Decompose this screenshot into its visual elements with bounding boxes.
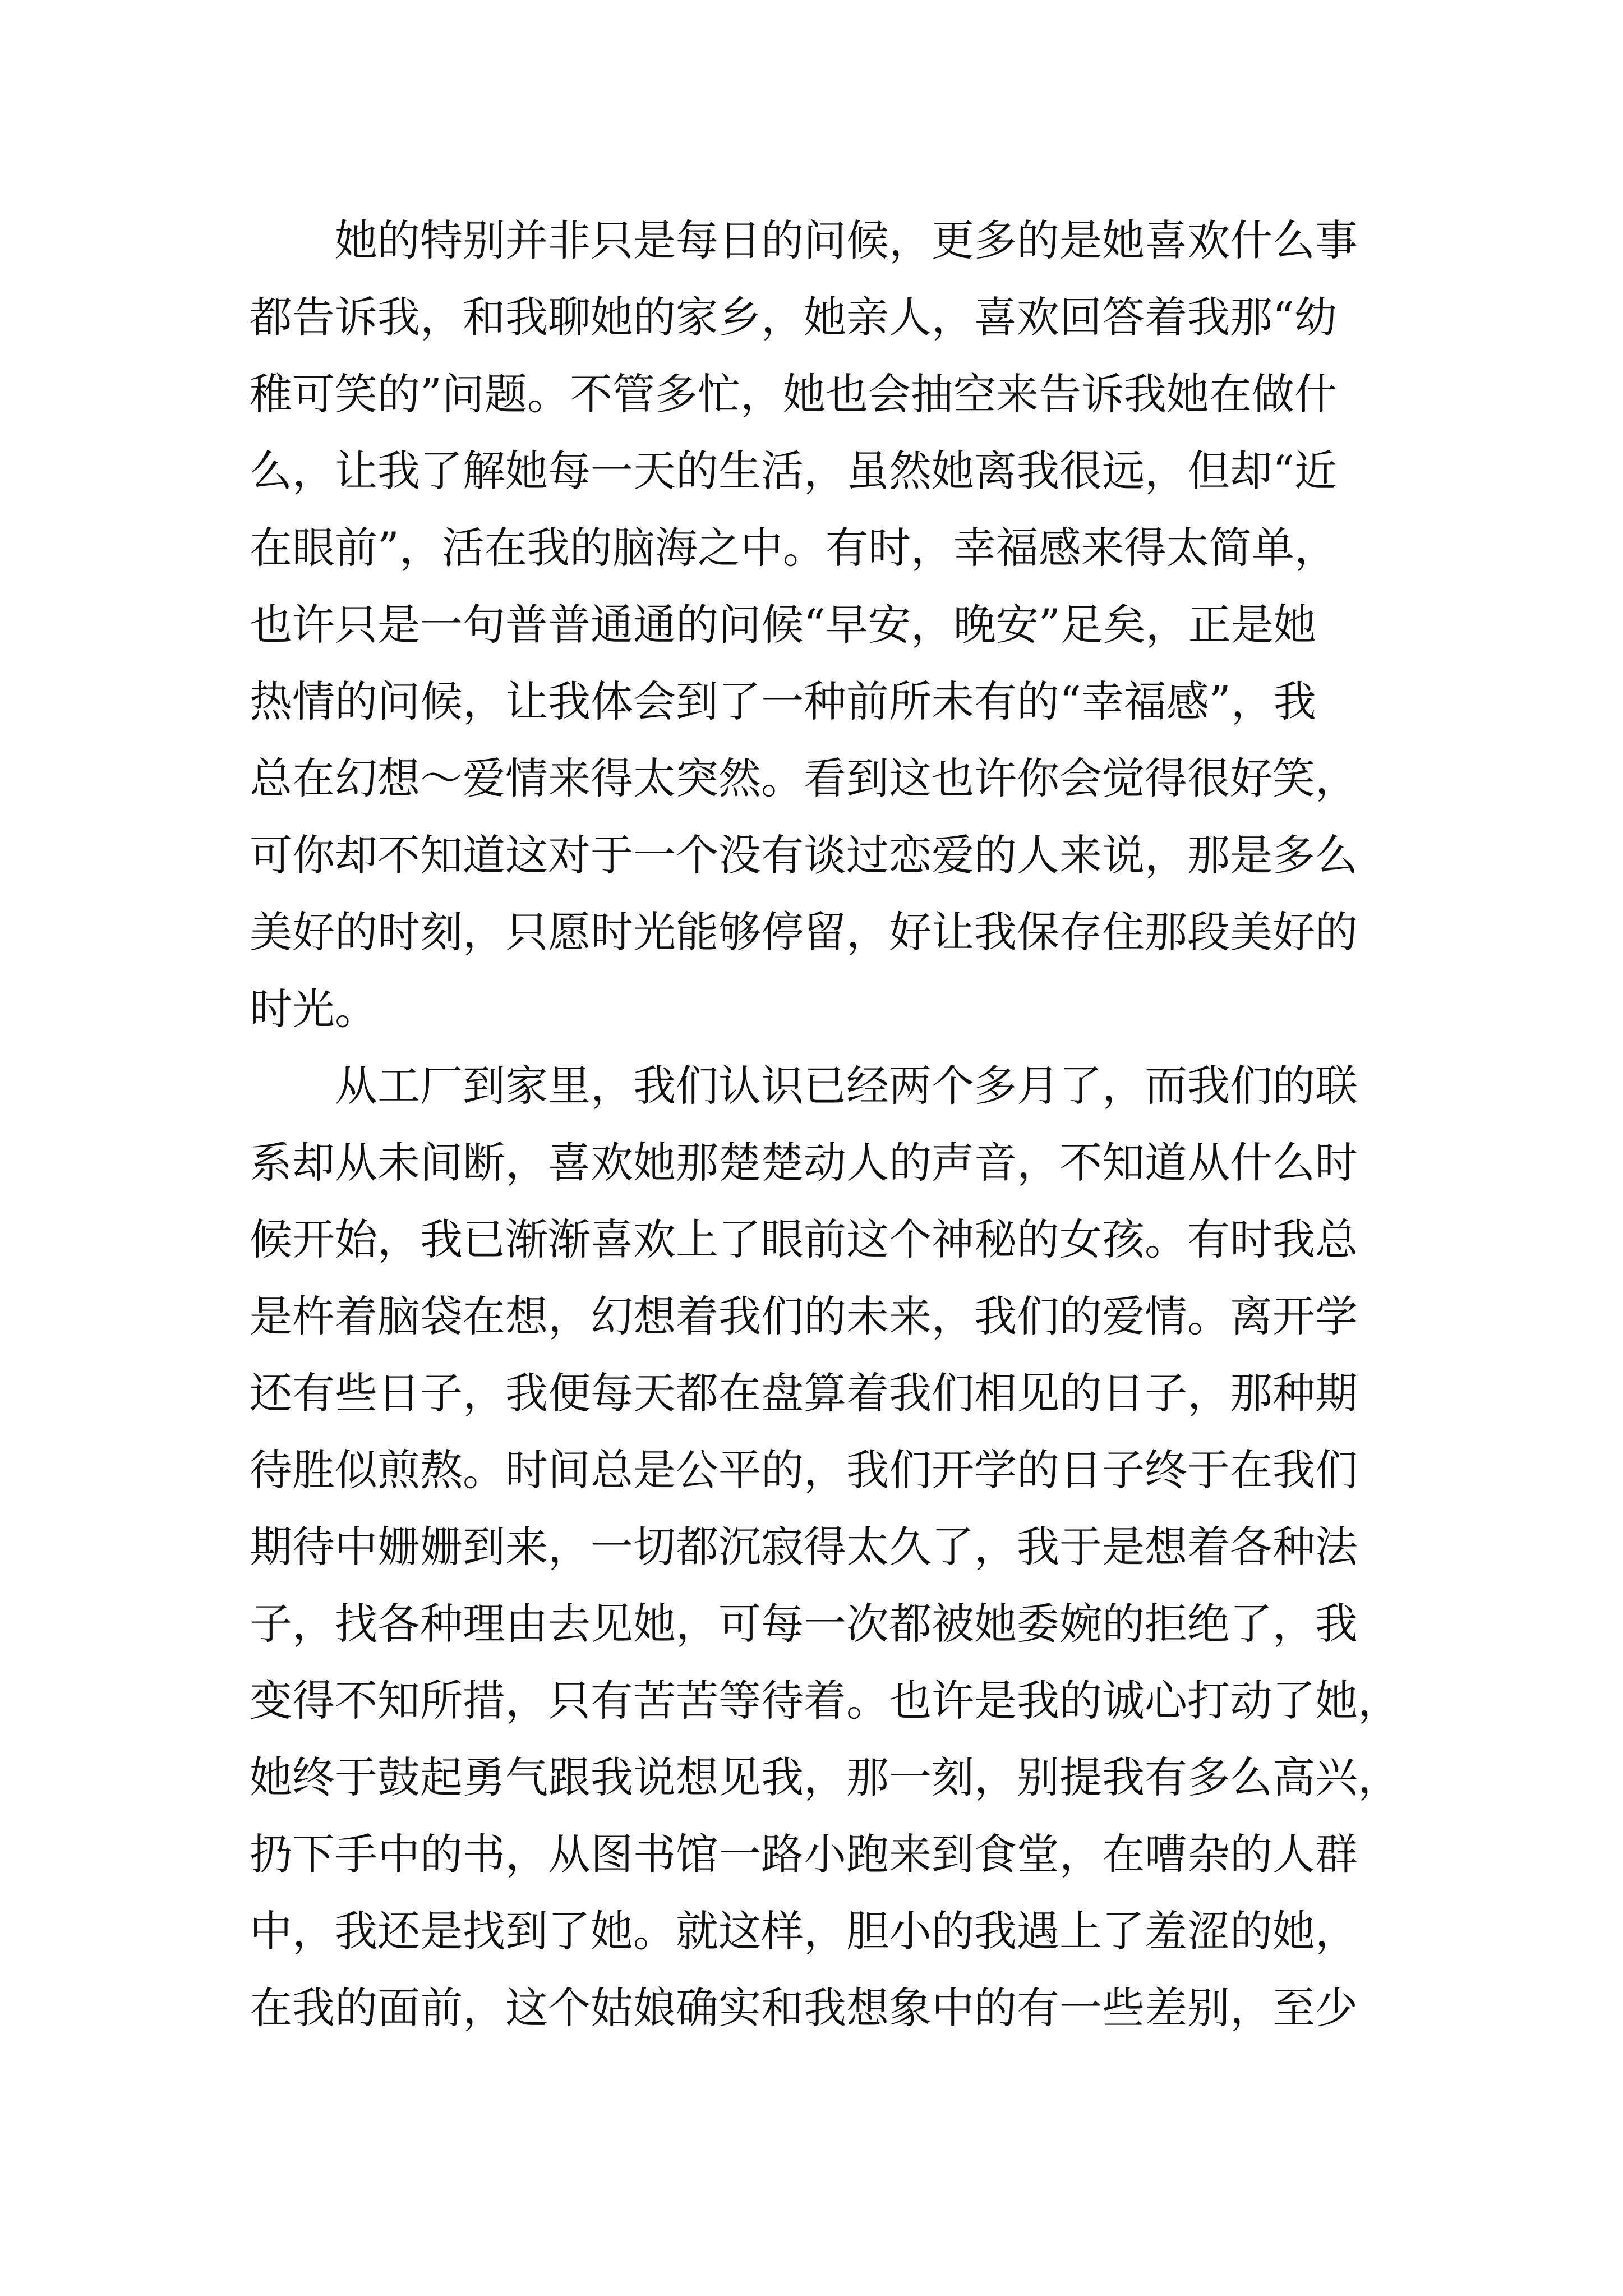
text-line: 时光。 [250,984,377,1034]
text-line: 候开始，我已渐渐喜欢上了眼前这个神秘的女孩。有时我总 [250,1214,1358,1264]
text-line: 她终于鼓起勇气跟我说想见我，那一刻，别提我有多么高兴， [250,1752,1400,1802]
paragraph-2 [250,1047,1400,2046]
text-line: 也许只是一句普普通通的问候“早安，晚安”足矣，正是她 [250,600,1316,650]
text-line: 可你却不知道这对于一个没有谈过恋爱的人来说，那是多么 [250,830,1358,880]
text-line: 都告诉我，和我聊她的家乡，她亲人，喜欢回答着我那“幼 [250,292,1337,342]
text-line: 待胜似煎熬。时间总是公平的，我们开学的日子终于在我们 [250,1445,1358,1495]
text-line: 稚可笑的”问题。不管多忙，她也会抽空来告诉我她在做什 [250,369,1337,419]
text-line: 变得不知所措，只有苦苦等待着。也许是我的诚心打动了她， [250,1676,1400,1726]
text-line: 她的特别并非只是每日的问候，更多的是她喜欢什么事 [250,215,1358,265]
text-line: 期待中姗姗到来，一切都沉寂得太久了，我于是想着各种法 [250,1522,1358,1572]
text-line: 从工厂到家里，我们认识已经两个多月了，而我们的联 [250,1061,1358,1111]
text-line: 在我的面前，这个姑娘确实和我想象中的有一些差别，至少 [250,1983,1358,2033]
text-line: 总在幻想～爱情来得太突然。看到这也许你会觉得很好笑， [250,753,1358,803]
text-line: 中，我还是找到了她。就这样，胆小的我遇上了羞涩的她， [250,1906,1358,1956]
text-line: 美好的时刻，只愿时光能够停留，好让我保存住那段美好的 [250,907,1358,957]
text-line: 扔下手中的书，从图书馆一路小跑来到食堂，在嘈杂的人群 [250,1829,1358,1879]
text-line: 在眼前”，活在我的脑海之中。有时，幸福感来得太简单， [250,523,1337,573]
text-line: 是杵着脑袋在想，幻想着我们的未来，我们的爱情。离开学 [250,1291,1358,1341]
text-line: 系却从未间断，喜欢她那楚楚动人的声音，不知道从什么时 [250,1138,1358,1188]
text-line: 热情的问候，让我体会到了一种前所未有的“幸福感”，我 [250,677,1316,726]
paragraph-1 [250,202,1394,1047]
text-line: 么，让我了解她每一天的生活，虽然她离我很远，但却“近 [250,446,1337,496]
text-line: 子，找各种理由去见她，可每一次都被她委婉的拒绝了，我 [250,1599,1358,1649]
text-line: 还有些日子，我便每天都在盘算着我们相见的日子，那种期 [250,1368,1358,1418]
body-text [250,202,1400,2046]
